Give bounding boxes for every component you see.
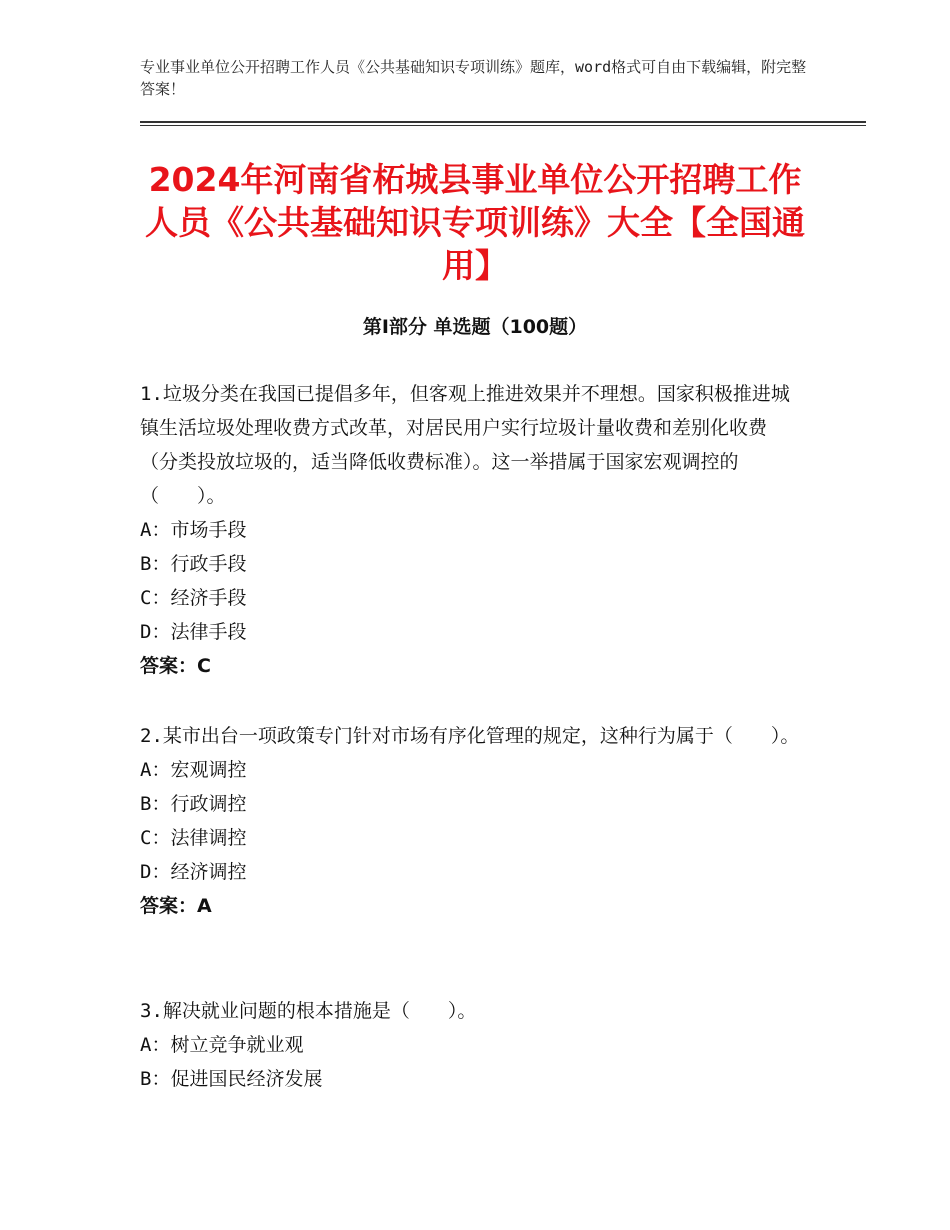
question-stem: 1.垃圾分类在我国已提倡多年，但客观上推进效果并不理想。国家积极推进城镇生活垃圾处理收费方式改革，对居民用户实行垃圾计量收费和差别化收费（分类投放垃圾的，适当降低收费标准）。这一举措属于国家宏观调控的（ ）。 xyxy=(140,383,790,507)
option-b: B：行政手段 xyxy=(140,553,247,575)
option-b: B：行政调控 xyxy=(140,793,247,815)
option-c: C：法律调控 xyxy=(140,827,247,849)
section-title: 第Ⅰ部分 单选题（100题） xyxy=(362,316,588,338)
option-d: D：经济调控 xyxy=(140,861,247,883)
question-1 xyxy=(140,377,800,683)
option-a: A：树立竞争就业观 xyxy=(140,1034,304,1056)
question-3 xyxy=(140,994,800,1096)
question-stem: 2.某市出台一项政策专门针对市场有序化管理的规定，这种行为属于（ ）。 xyxy=(140,725,800,747)
document-title: 2024年河南省柘城县事业单位公开招聘工作人员《公共基础知识专项训练》大全【全国通用】 xyxy=(145,160,805,285)
option-c: C：经济手段 xyxy=(140,587,247,609)
option-b: B：促进国民经济发展 xyxy=(140,1068,323,1090)
header-divider-thick xyxy=(140,121,866,123)
question-2 xyxy=(140,719,800,923)
option-a: A：市场手段 xyxy=(140,519,247,541)
header-note: 专业事业单位公开招聘工作人员《公共基础知识专项训练》题库，word格式可自由下载编辑，附完整答案！ xyxy=(140,58,807,98)
question-stem: 3.解决就业问题的根本措施是（ ）。 xyxy=(140,1000,477,1022)
answer: 答案：A xyxy=(140,895,212,917)
option-d: D：法律手段 xyxy=(140,621,247,643)
header-divider-thin xyxy=(140,125,866,126)
answer: 答案：C xyxy=(140,655,211,677)
option-a: A：宏观调控 xyxy=(140,759,247,781)
